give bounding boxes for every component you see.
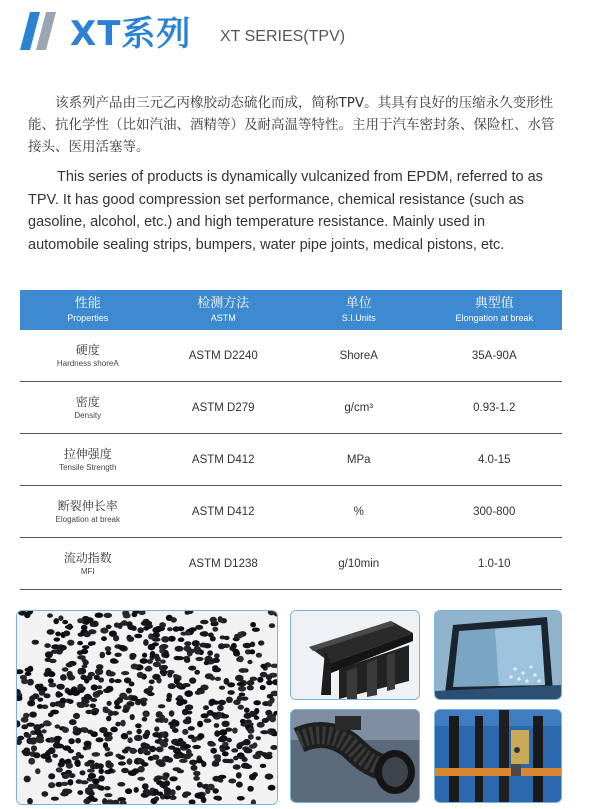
value-cell: 4.0-15 (477, 453, 511, 466)
column-header-cn: 检测方法 (197, 295, 250, 311)
table-row (20, 486, 562, 538)
property-name-cn: 密度 (75, 395, 100, 409)
property-name-en: Density (74, 411, 102, 420)
column-header-cn: 单位 (345, 295, 372, 311)
page-title: XT系列 (70, 14, 192, 54)
intro-english: This series of products is dynamically vulcanized from EPDM, referred to as TPV. It has good compression set performance, chemical resistance (such as gasoline, alcohol, etc.) and high temperature resistance. Mainly used in automobile sealing strips, bumpers, water pipe joints, medical pistons, etc. (28, 169, 543, 253)
unit-cell: g/cm³ (344, 401, 374, 414)
table-row (20, 382, 562, 434)
property-name-cn: 拉伸强度 (63, 447, 112, 461)
property-cell (20, 330, 156, 381)
property-cell (20, 486, 156, 537)
unit-cell: % (353, 505, 364, 518)
property-name-en: Elogation at break (55, 515, 120, 524)
column-header-en: ASTM (210, 312, 236, 323)
column-header-cn: 性能 (74, 295, 101, 311)
property-name-en: Hardness shoreA (56, 359, 119, 368)
value-cell: 300-800 (473, 505, 516, 518)
logo-bars-icon (20, 12, 58, 50)
column-header-astm (156, 290, 292, 330)
property-name-cn: 流动指数 (63, 551, 112, 565)
door-seal-photo (434, 709, 562, 803)
value-cell: 35A-90A (471, 349, 517, 362)
property-name-en: Tensile Strength (59, 463, 117, 472)
column-header-en: Properties (67, 312, 109, 323)
table-row (20, 538, 562, 590)
property-cell (20, 538, 156, 589)
properties-table (20, 290, 562, 590)
column-header-units (291, 290, 427, 330)
method-cell: ASTM D412 (191, 505, 255, 518)
column-header-cn: 典型值 (474, 295, 514, 311)
intro-chinese: 该系列产品由三元乙丙橡胶动态硫化而成，简称TPV。其具有良好的压缩永久变形性能、抗化学性（比如汽油、酒精等）及耐高温等特性。主用于汽车密封条、保险杠、水管接头、医用活塞等。 (28, 95, 555, 155)
pellets-photo (16, 610, 278, 805)
header (0, 0, 600, 70)
page-subtitle: XT SERIES(TPV) (220, 28, 346, 45)
column-header-properties (20, 290, 156, 330)
property-name-cn: 断裂伸长率 (57, 499, 118, 513)
property-name-cn: 硬度 (75, 343, 100, 357)
column-header-en: S.I.Units (341, 312, 376, 323)
value-cell: 0.93-1.2 (473, 401, 516, 414)
unit-cell: ShoreA (339, 349, 378, 362)
table-header (20, 290, 562, 330)
unit-cell: MPa (346, 453, 371, 466)
method-cell: ASTM D412 (191, 453, 255, 466)
column-header-en: Elongation at break (455, 312, 534, 323)
table-row (20, 434, 562, 486)
table-row (20, 330, 562, 382)
property-cell (20, 434, 156, 485)
hose-photo (290, 709, 420, 803)
property-name-en: MFI (80, 567, 95, 576)
value-cell: 1.0-10 (477, 557, 511, 570)
car-window-photo (434, 610, 562, 700)
unit-cell: g/10min (338, 557, 380, 570)
method-cell: ASTM D1238 (188, 557, 258, 570)
method-cell: ASTM D279 (191, 401, 255, 414)
column-header-typical (427, 290, 563, 330)
method-cell: ASTM D2240 (188, 349, 258, 362)
property-cell (20, 382, 156, 433)
sealing-strip-photo (290, 610, 420, 700)
